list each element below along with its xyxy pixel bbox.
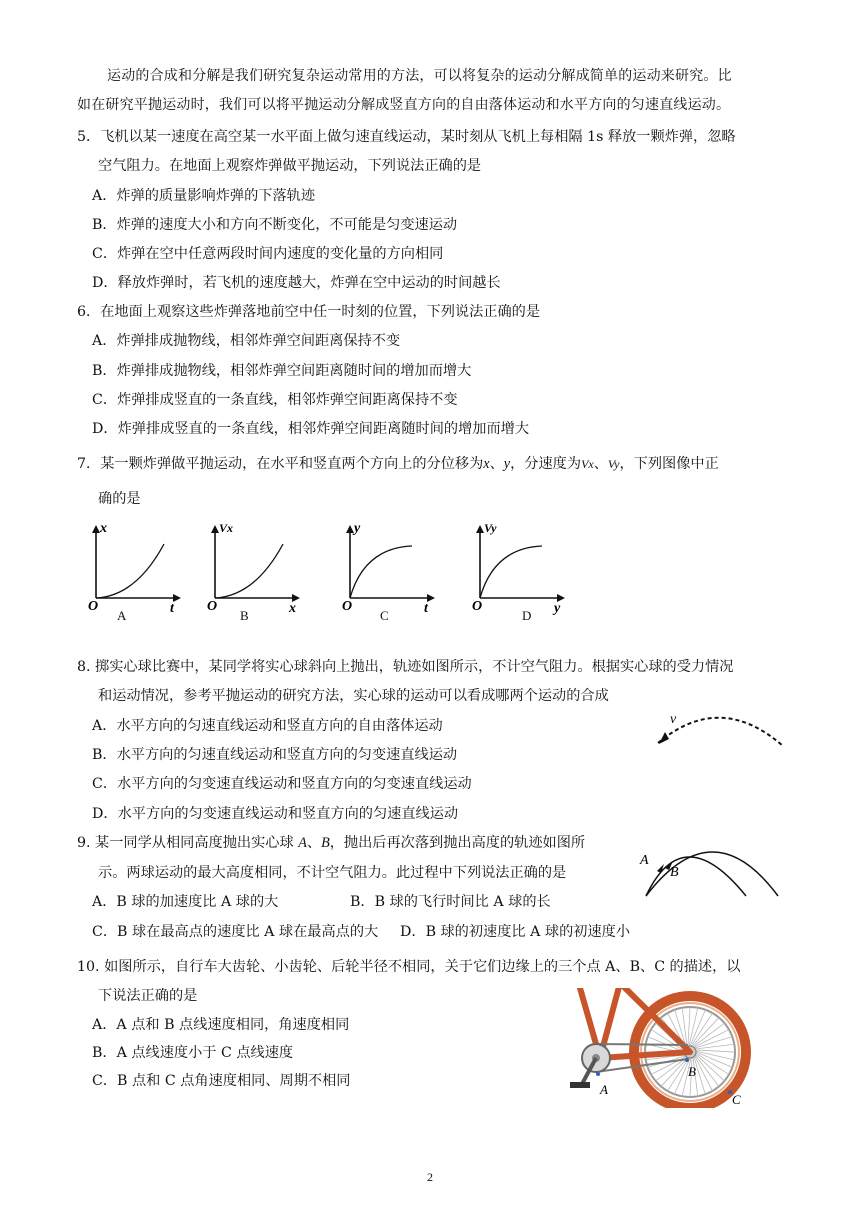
spoke — [695, 1044, 734, 1049]
q7-sep-2: 、 — [593, 456, 608, 472]
q7-graph-axes — [215, 530, 295, 598]
q6-stem: 6．在地面上观察这些炸弹落地前空中任一时刻的位置，下列说法正确的是 — [77, 304, 541, 320]
q7-graph-origin: O — [472, 599, 483, 614]
q7-var-vy: Vy — [607, 457, 620, 471]
q8-trajectory-figure — [650, 705, 790, 755]
q7-sep: 、 — [489, 456, 504, 472]
q7-graph-origin: O — [207, 599, 218, 614]
q7-graph-ylabel: y — [354, 521, 361, 536]
q7-graph-ylabel: Vy — [484, 521, 497, 535]
q9-option-d: D．B 球的初速度比 A 球的初速度小 — [400, 924, 631, 940]
point-a — [596, 1072, 600, 1076]
q7-graph-b — [207, 521, 300, 616]
q7-graph-axes — [96, 530, 176, 598]
q7-graph-xlabel: t — [170, 601, 174, 616]
q7-graph-ylabel: x — [100, 521, 107, 536]
q7-stem-1 — [77, 454, 719, 474]
q7-graph-curve — [350, 546, 412, 598]
q6-option-a: A．炸弹排成抛物线，相邻炸弹空间距离保持不变 — [92, 333, 401, 349]
q5-option-b: B．炸弹的速度大小和方向不断变化，不可能是匀变速运动 — [92, 217, 458, 233]
intro-line-1: 运动的合成和分解是我们研究复杂运动常用的方法，可以将复杂的运动分解成简单的运动来研究。比 — [107, 68, 732, 84]
q5-option-d: D．释放炸弹时，若飞机的速度越大，炸弹在空中运动的时间越长 — [92, 275, 501, 291]
q7-stem-text-c: ，下列图像中正 — [619, 456, 719, 472]
q9-stem-sep: 、 — [306, 835, 322, 851]
q9-stem-text-c: ，抛出后再次落到抛出高度的轨迹如图所 — [329, 835, 586, 851]
q9-arrow-a — [657, 864, 664, 873]
q5-stem-1: 5．飞机以某一速度在高空某一水平面上做匀速直线运动，某时刻从飞机上每相隔 1s 释放一颗炸弹，忽略 — [77, 129, 736, 145]
q8-trajectory-path — [658, 718, 783, 746]
q5-option-c: C．炸弹在空中任意两段时间内速度的变化量的方向相同 — [92, 246, 444, 262]
q7-graph-caption: C — [380, 608, 389, 623]
q7-graph-xlabel: y — [554, 601, 561, 616]
point-b — [685, 1058, 689, 1062]
q10-stem-1: 10. 如图所示，自行车大齿轮、小齿轮、后轮半径不相同，关于它们边缘上的三个点 A、B、C 的描述，以 — [77, 959, 741, 975]
q9-trajectory-figure — [638, 836, 783, 906]
q5-option-a: A．炸弹的质量影响炸弹的下落轨迹 — [92, 188, 316, 204]
q8-stem-1: 8. 掷实心球比赛中，某同学将实心球斜向上抛出，轨迹如图所示，不计空气阻力。根据实心球的受力情况 — [77, 659, 734, 675]
q7-graph-caption: A — [117, 608, 127, 623]
q8-arrow-head — [659, 732, 669, 744]
q10-option-a: A．A 点和 B 点线速度相同，角速度相同 — [92, 1017, 350, 1033]
q9-ball-a: A — [298, 835, 307, 851]
q9-option-b: B．B 球的飞行时间比 A 球的长 — [350, 894, 551, 910]
q7-graph-origin: O — [88, 599, 99, 614]
spoke — [693, 1023, 724, 1047]
bicycle-figure — [560, 988, 760, 1108]
q8-stem-2: 和运动情况，参考平抛运动的研究方法，实心球的运动可以看成哪两个运动的合成 — [98, 688, 609, 704]
q7-graph-arrows — [92, 525, 181, 602]
page-number: 2 — [427, 1170, 433, 1184]
q7-graph-c — [342, 521, 435, 616]
q8-option-a: A．水平方向的匀速直线运动和竖直方向的自由落体运动 — [92, 718, 443, 734]
q7-var-x: x — [483, 456, 490, 472]
bike-label-a: A — [600, 1082, 608, 1097]
spoke — [696, 1050, 735, 1052]
q7-graph-origin: O — [342, 599, 353, 614]
spoke — [695, 1055, 719, 1086]
q9-trajectory-b — [646, 852, 778, 896]
spoke — [688, 1007, 690, 1046]
bike-label-c: C — [732, 1092, 741, 1107]
q7-graph-xlabel: t — [424, 601, 428, 616]
q7-graph-caption: D — [522, 608, 532, 623]
q6-option-c: C．炸弹排成竖直的一条直线，相邻炸弹空间距离保持不变 — [92, 392, 458, 408]
spoke — [689, 1008, 698, 1046]
q9-ball-b: B — [321, 835, 330, 851]
q7-graph-axes — [480, 530, 560, 598]
q7-graphs — [0, 520, 860, 640]
q8-option-b: B．水平方向的匀速直线运动和竖直方向的匀变速直线运动 — [92, 747, 458, 763]
q8-option-d: D．水平方向的匀变速直线运动和竖直方向的匀速直线运动 — [92, 806, 459, 822]
q9-fig-label-b: B — [670, 865, 679, 880]
spoke — [696, 1051, 734, 1060]
q6-option-b: B．炸弹排成抛物线，相邻炸弹空间距离随时间的增加而增大 — [92, 363, 472, 379]
q10-option-b: B．A 点线速度小于 C 点线速度 — [92, 1045, 294, 1061]
q9-option-a: A．B 球的加速度比 A 球的大 — [92, 894, 279, 910]
q7-graph-arrows — [346, 525, 435, 602]
q7-stem-2: 确的是 — [98, 491, 141, 507]
q8-option-c: C．水平方向的匀变速直线运动和竖直方向的匀变速直线运动 — [92, 776, 472, 792]
pedal — [570, 1082, 590, 1088]
q7-var-vx: Vx — [581, 457, 594, 471]
q6-option-d: D．炸弹排成竖直的一条直线，相邻炸弹空间距离随时间的增加而增大 — [92, 421, 530, 437]
q7-graph-d — [472, 521, 565, 616]
q7-graph-xlabel: x — [289, 601, 296, 616]
q5-stem-2: 空气阻力。在地面上观察炸弹做平抛运动，下列说法正确的是 — [98, 158, 482, 174]
q9-stem-2: 示。两球运动的最大高度相同，不计空气阻力。此过程中下列说法正确的是 — [98, 865, 567, 881]
q7-graph-arrows — [211, 525, 300, 602]
q7-graph-a — [88, 521, 181, 616]
q7-graph-caption: B — [240, 608, 249, 623]
q7-stem-text-b: ，分速度为 — [510, 456, 582, 472]
q9-option-c: C．B 球在最高点的速度比 A 球在最高点的大 — [92, 924, 379, 940]
q7-graph-curve — [96, 544, 164, 598]
q8-v-label: v — [670, 712, 677, 727]
q10-option-c: C．B 点和 C 点角速度相同、周期不相同 — [92, 1073, 351, 1089]
q9-stem-text-a: 9. 某一同学从相同高度抛出实心球 — [77, 835, 299, 851]
q9-trajectory-a — [646, 857, 746, 896]
q7-graph-ylabel: Vx — [219, 521, 234, 535]
q7-graph-axes — [350, 530, 430, 598]
q10-stem-2: 下说法正确的是 — [98, 988, 198, 1004]
q7-stem-text-a: 7．某一颗炸弹做平抛运动，在水平和竖直两个方向上的分位移为 — [77, 456, 484, 472]
q7-graph-curve — [215, 544, 283, 598]
q7-var-y: y — [503, 456, 511, 472]
q7-graph-arrows — [476, 525, 565, 602]
bike-label-b: B — [688, 1064, 696, 1079]
q9-stem-1 — [77, 833, 585, 853]
q7-graph-curve — [480, 546, 542, 598]
intro-line-2: 如在研究平抛运动时，我们可以将平抛运动分解成竖直方向的自由落体运动和水平方向的匀速直线运动。 — [77, 97, 731, 113]
q9-fig-label-a: A — [640, 853, 649, 868]
